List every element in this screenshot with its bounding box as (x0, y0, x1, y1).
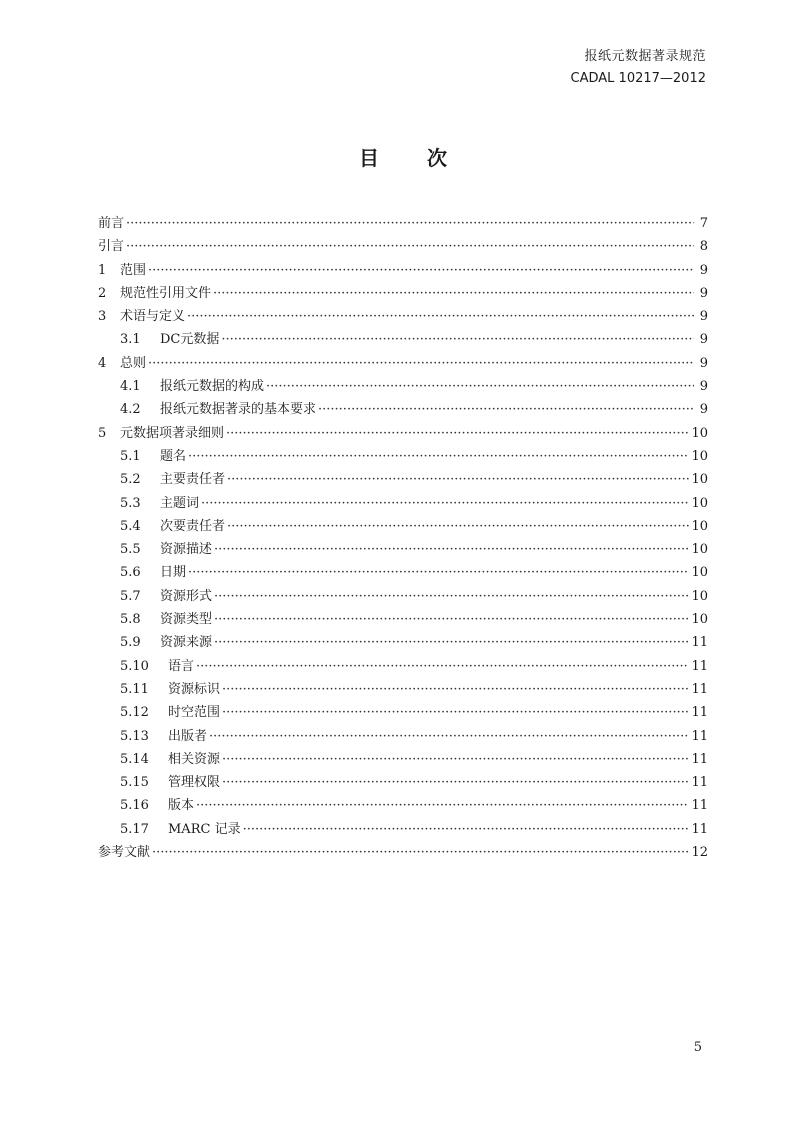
toc-entry-5-8[interactable] (98, 608, 708, 631)
toc-entry-number: 5.10 (120, 658, 149, 674)
toc-title (0, 142, 806, 171)
toc-leader-dots (222, 752, 689, 767)
toc-leader-dots (266, 379, 694, 394)
toc-entry-page: 11 (691, 775, 708, 791)
toc-entry-5-9[interactable] (98, 631, 708, 654)
toc-entry-page: 10 (691, 472, 708, 488)
toc-entry-3[interactable] (98, 305, 708, 328)
toc-entry-label: 报纸元数据著录的基本要求 (160, 402, 317, 418)
toc-entry-5-12[interactable] (98, 701, 708, 724)
toc-entry-page: 10 (691, 518, 708, 534)
toc-entry-label: 管理权限 (168, 775, 221, 791)
toc-entry-5-17[interactable] (98, 818, 708, 841)
toc-entry-number: 5.6 (120, 565, 141, 581)
toc-entry-5-11[interactable] (98, 678, 708, 701)
toc-entry-label: 主题词 (160, 495, 200, 511)
toc-entry-4[interactable] (98, 352, 708, 375)
toc-entry-label: 范围 (120, 262, 147, 278)
toc-entry-2[interactable] (98, 282, 708, 305)
toc-entry-page: 11 (691, 658, 708, 674)
toc-entry-number: 5.14 (120, 751, 149, 767)
toc-entry-1[interactable] (98, 259, 708, 282)
toc-entry-label: MARC 记录 (168, 821, 241, 837)
toc-leader-dots (214, 542, 689, 557)
toc-leader-dots (187, 309, 694, 324)
toc-entry-label: 资源形式 (160, 588, 213, 604)
toc-leader-dots (318, 402, 694, 417)
toc-leader-dots (227, 519, 689, 534)
header-standard-number: CADAL 10217—2012 (570, 71, 706, 86)
toc-entry-label: 参考文献 (98, 845, 151, 861)
toc-entry-5-10[interactable] (98, 655, 708, 678)
toc-entry-page: 10 (691, 588, 708, 604)
toc-entry-page: 10 (691, 495, 708, 511)
toc-leader-dots (214, 635, 689, 650)
toc-entry-number: 5.2 (120, 472, 141, 488)
toc-entry-label: 前言 (98, 216, 125, 231)
toc-leader-dots (188, 565, 689, 580)
toc-entry-page: 11 (691, 751, 708, 767)
toc-entry-label: 时空范围 (168, 705, 221, 721)
toc-entry-label: 总则 (120, 355, 147, 371)
toc-entry-label: 语言 (168, 658, 195, 674)
toc-entry-number: 4 (98, 355, 107, 371)
toc-entry-page: 10 (691, 542, 708, 558)
toc-entry-number: 5.16 (120, 798, 149, 814)
toc-entry-page: 10 (691, 612, 708, 628)
toc-entry-page: 12 (691, 845, 708, 861)
toc-entry-5-5[interactable] (98, 538, 708, 561)
header-title: 报纸元数据著录规范 (584, 49, 706, 64)
toc-entry-page: 11 (691, 821, 708, 837)
toc-entry-label: 资源来源 (160, 635, 213, 651)
toc-leader-dots (243, 822, 690, 837)
toc-leader-dots (213, 286, 694, 301)
toc-entry-label: 题名 (160, 448, 187, 464)
page-header (571, 46, 706, 90)
toc-entry-page: 9 (699, 309, 708, 325)
toc-leader-dots (201, 496, 689, 511)
toc-entry-label: 相关资源 (168, 751, 221, 767)
toc-entry-page: 10 (691, 448, 708, 464)
toc-leader-dots (222, 682, 689, 697)
toc-entry-number: 4.1 (120, 379, 141, 395)
toc-entry-bibliography[interactable] (98, 841, 708, 864)
toc-entry-5-1[interactable] (98, 445, 708, 468)
toc-entry-number: 5.11 (120, 681, 149, 697)
toc-entry-page: 9 (699, 355, 708, 371)
toc-entry-label: 次要责任者 (160, 518, 226, 534)
toc-entry-5-13[interactable] (98, 725, 708, 748)
toc-entry-label: 引言 (98, 239, 125, 255)
toc-entry-introduction[interactable] (98, 235, 708, 258)
toc-entry-label: 日期 (160, 565, 187, 581)
toc-title-char-1: 目 (359, 146, 379, 170)
toc-leader-dots (222, 775, 689, 790)
toc-entry-number: 5.13 (120, 728, 149, 744)
table-of-contents (98, 212, 708, 864)
toc-entry-page: 9 (699, 379, 708, 395)
toc-entry-number: 5.3 (120, 495, 141, 511)
toc-entry-number: 5.12 (120, 705, 149, 721)
toc-entry-3-1[interactable] (98, 328, 708, 351)
toc-leader-dots (148, 263, 694, 278)
toc-title-char-2: 次 (427, 146, 447, 170)
toc-entry-page: 9 (699, 402, 708, 418)
toc-entry-5-14[interactable] (98, 748, 708, 771)
toc-entry-number: 5 (98, 425, 107, 441)
toc-entry-label: 资源标识 (168, 681, 221, 697)
toc-entry-number: 5.5 (120, 542, 141, 558)
toc-leader-dots (227, 472, 689, 487)
toc-entry-foreword[interactable] (98, 212, 708, 235)
toc-leader-dots (126, 216, 694, 231)
toc-entry-label: 报纸元数据的构成 (160, 379, 265, 395)
toc-entry-5-4[interactable] (98, 515, 708, 538)
toc-leader-dots (209, 729, 689, 744)
toc-leader-dots (148, 356, 694, 371)
toc-entry-label: 出版者 (168, 728, 208, 744)
toc-entry-label: 元数据项著录细则 (120, 425, 225, 441)
toc-entry-label: 资源类型 (160, 612, 213, 628)
toc-entry-page: 10 (691, 565, 708, 581)
toc-entry-label: 主要责任者 (160, 472, 226, 488)
toc-entry-label: 版本 (168, 798, 195, 814)
toc-entry-number: 3.1 (120, 332, 141, 348)
toc-entry-page: 10 (691, 425, 708, 441)
toc-leader-dots (222, 705, 689, 720)
toc-entry-4-2[interactable] (98, 398, 708, 421)
toc-entry-label: 规范性引用文件 (120, 285, 212, 301)
toc-leader-dots (196, 659, 689, 674)
toc-leader-dots (188, 449, 689, 464)
toc-entry-label: DC元数据 (160, 332, 220, 348)
toc-leader-dots (126, 239, 694, 254)
toc-entry-label: 术语与定义 (120, 309, 186, 325)
toc-entry-number: 5.15 (120, 775, 149, 791)
toc-entry-label: 资源描述 (160, 542, 213, 558)
toc-entry-page: 9 (699, 285, 708, 301)
toc-entry-number: 4.2 (120, 402, 141, 418)
toc-entry-5-15[interactable] (98, 771, 708, 794)
toc-leader-dots (226, 426, 689, 441)
toc-entry-number: 2 (98, 285, 107, 301)
toc-entry-4-1[interactable] (98, 375, 708, 398)
toc-entry-page: 8 (699, 239, 708, 255)
toc-leader-dots (214, 612, 689, 627)
toc-entry-number: 1 (98, 262, 107, 278)
page-number: 5 (693, 1040, 702, 1055)
toc-entry-number: 5.4 (120, 518, 141, 534)
toc-entry-5-3[interactable] (98, 492, 708, 515)
toc-entry-page: 11 (691, 635, 708, 651)
toc-entry-page: 9 (699, 332, 708, 348)
toc-entry-page: 7 (699, 216, 708, 231)
toc-entry-number: 5.8 (120, 612, 141, 628)
toc-entry-number: 5.1 (120, 448, 141, 464)
toc-entry-page: 11 (691, 681, 708, 697)
toc-leader-dots (214, 589, 689, 604)
toc-entry-5-16[interactable] (98, 794, 708, 817)
toc-entry-5-6[interactable] (98, 561, 708, 584)
toc-leader-dots (196, 798, 689, 813)
toc-entry-5-7[interactable] (98, 585, 708, 608)
toc-leader-dots (221, 332, 694, 347)
toc-leader-dots (152, 845, 689, 860)
toc-entry-5-2[interactable] (98, 468, 708, 491)
toc-entry-page: 9 (699, 262, 708, 278)
toc-entry-number: 5.7 (120, 588, 141, 604)
toc-entry-number: 5.9 (120, 635, 141, 651)
toc-entry-number: 5.17 (120, 821, 149, 837)
toc-entry-page: 11 (691, 728, 708, 744)
toc-entry-number: 3 (98, 309, 107, 325)
toc-entry-5[interactable] (98, 422, 708, 445)
toc-entry-page: 11 (691, 798, 708, 814)
toc-entry-page: 11 (691, 705, 708, 721)
